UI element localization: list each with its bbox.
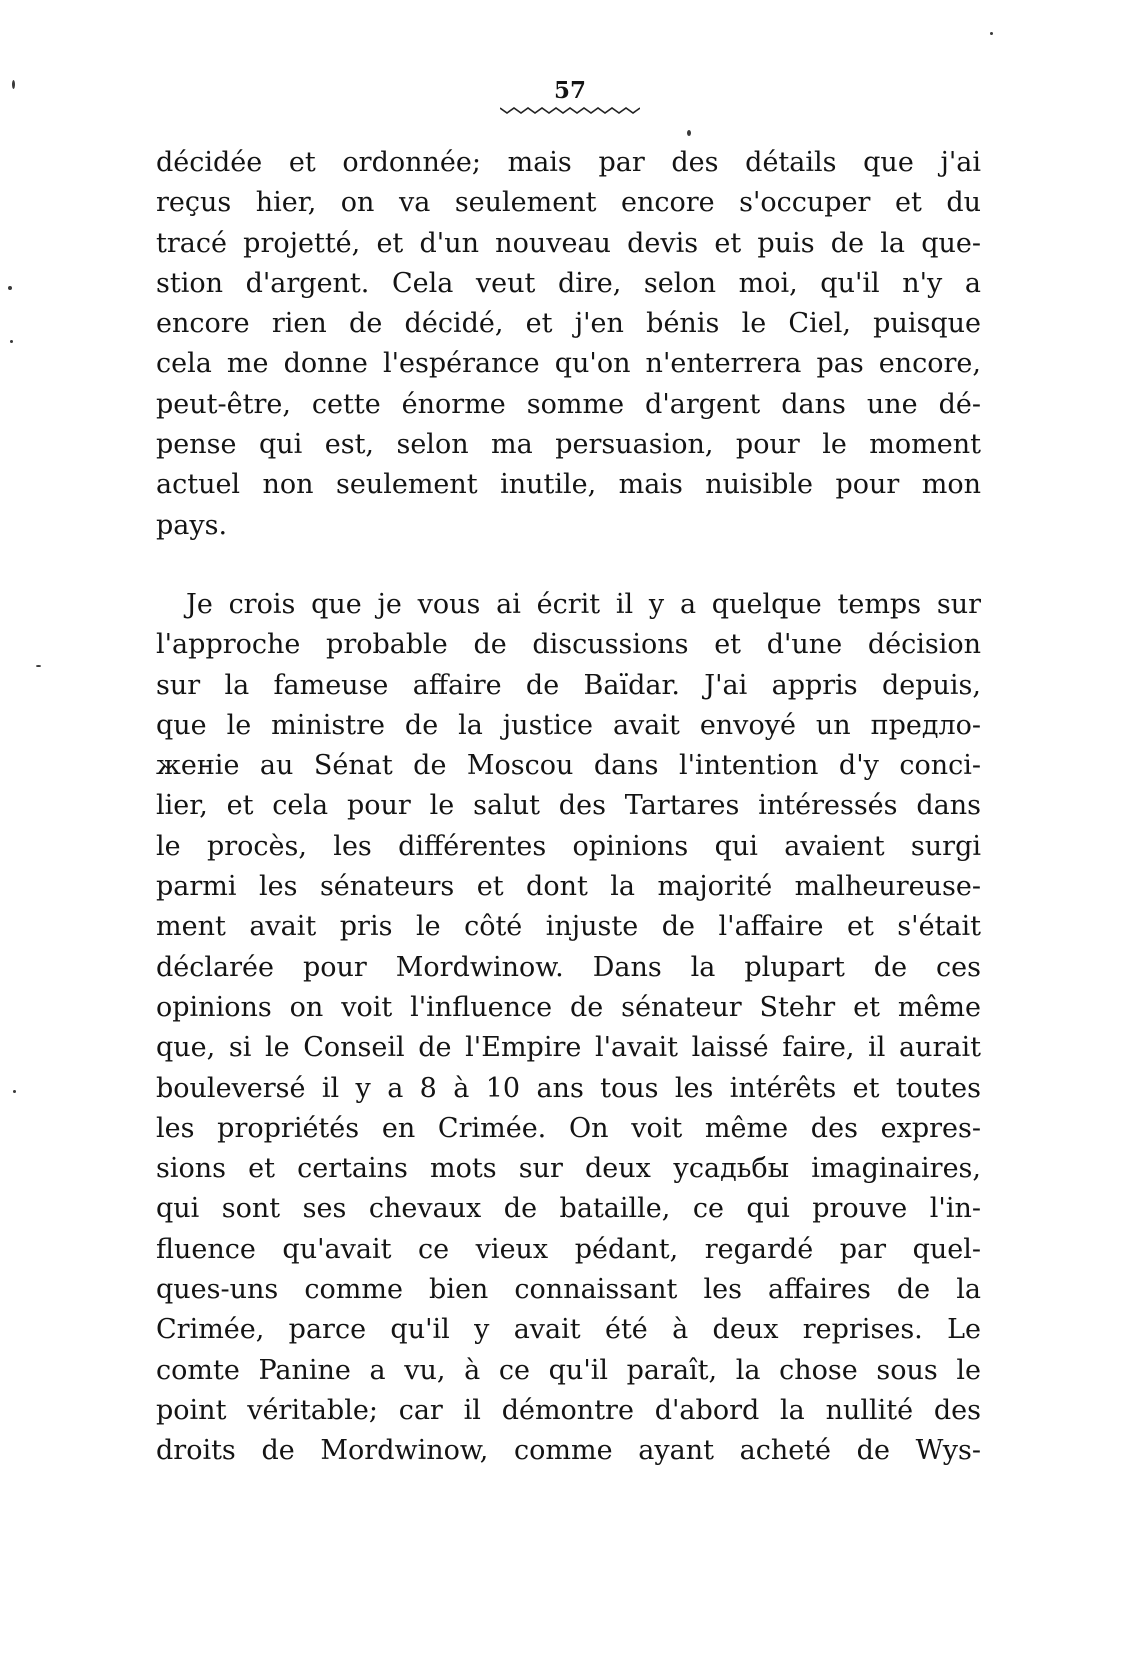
text-line: женіе au Sénat de Moscou dans l'intention d'y conci- xyxy=(156,750,981,782)
scan-speck xyxy=(990,32,993,35)
text-line: ment avait pris le côté injuste de l'affaire et s'était xyxy=(156,911,981,943)
text-line: les propriétés en Crimée. On voit même des expres- xyxy=(156,1112,981,1144)
text-line: lier, et cela pour le salut des Tartares intéressés dans xyxy=(156,790,981,822)
text-line: reçus hier, on va seulement encore s'occuper et du xyxy=(156,187,981,219)
text-line: pays. xyxy=(156,509,228,541)
text-line: ques-uns comme bien connaissant les affaires de la xyxy=(156,1274,981,1306)
text-line: opinions on voit l'influence de sénateur Stehr et même xyxy=(156,991,981,1023)
text-line: que le ministre de la justice avait envoyé un предло- xyxy=(156,709,981,741)
text-line: encore rien de décidé, et j'en bénis le Ciel, puisque xyxy=(156,308,981,340)
text-line: le procès, les différentes opinions qui avaient surgi xyxy=(156,830,981,862)
text-line: pense qui est, selon ma persuasion, pour le moment xyxy=(156,429,981,461)
text-line: qui sont ses chevaux de bataille, ce qui prouve l'in- xyxy=(156,1193,981,1225)
text-line: stion d'argent. Cela veut dire, selon moi, qu'il n'y a xyxy=(156,267,981,299)
scan-speck xyxy=(8,286,12,290)
paragraph xyxy=(156,585,981,1472)
text-line: Je crois que je vous ai écrit il y a quelque temps sur xyxy=(186,589,981,620)
text-line: point véritable; car il démontre d'abord la nullité des xyxy=(156,1394,981,1426)
text-line: comte Panine a vu, à ce qu'il paraît, la chose sous le xyxy=(156,1354,981,1386)
text-line: Crimée, parce qu'il y avait été à deux reprises. Le xyxy=(156,1314,981,1346)
text-line: l'approche probable de discussions et d'une décision xyxy=(156,629,981,661)
scan-speck xyxy=(12,80,15,89)
text-line: décidée et ordonnée; mais par des détails que j'ai xyxy=(156,147,981,178)
text-line: sions et certains mots sur deux усадьбы imaginaires, xyxy=(156,1153,981,1185)
text-line: sur la fameuse affaire de Baïdar. J'ai appris depuis, xyxy=(156,669,981,701)
text-line: bouleversé il y a 8 à 10 ans tous les intérêts et toutes xyxy=(156,1072,981,1104)
text-line: fluence qu'avait ce vieux pédant, regardé par quel- xyxy=(156,1233,981,1265)
text-line: que, si le Conseil de l'Empire l'avait laissé faire, il aurait xyxy=(156,1032,981,1064)
paragraph xyxy=(156,143,981,546)
scan-speck xyxy=(687,130,691,136)
scan-speck xyxy=(13,1090,16,1093)
text-line: tracé projetté, et d'un nouveau devis et puis de la que- xyxy=(156,227,981,259)
text-line: actuel non seulement inutile, mais nuisible pour mon xyxy=(156,469,981,501)
text-line: cela me donne l'espérance qu'on n'enterrera pas encore, xyxy=(156,348,981,380)
page-number: 57 xyxy=(553,77,586,104)
text-line: parmi les sénateurs et dont la majorité malheureuse- xyxy=(156,871,981,903)
page-number-ornament xyxy=(500,104,640,116)
text-line: peut-être, cette énorme somme d'argent dans une dé- xyxy=(156,388,981,420)
text-line: déclarée pour Mordwinow. Dans la plupart de ces xyxy=(156,951,981,983)
scan-speck xyxy=(10,340,13,343)
scan-speck xyxy=(36,665,41,667)
text-line: droits de Mordwinow, comme ayant acheté de Wys- xyxy=(156,1435,981,1467)
